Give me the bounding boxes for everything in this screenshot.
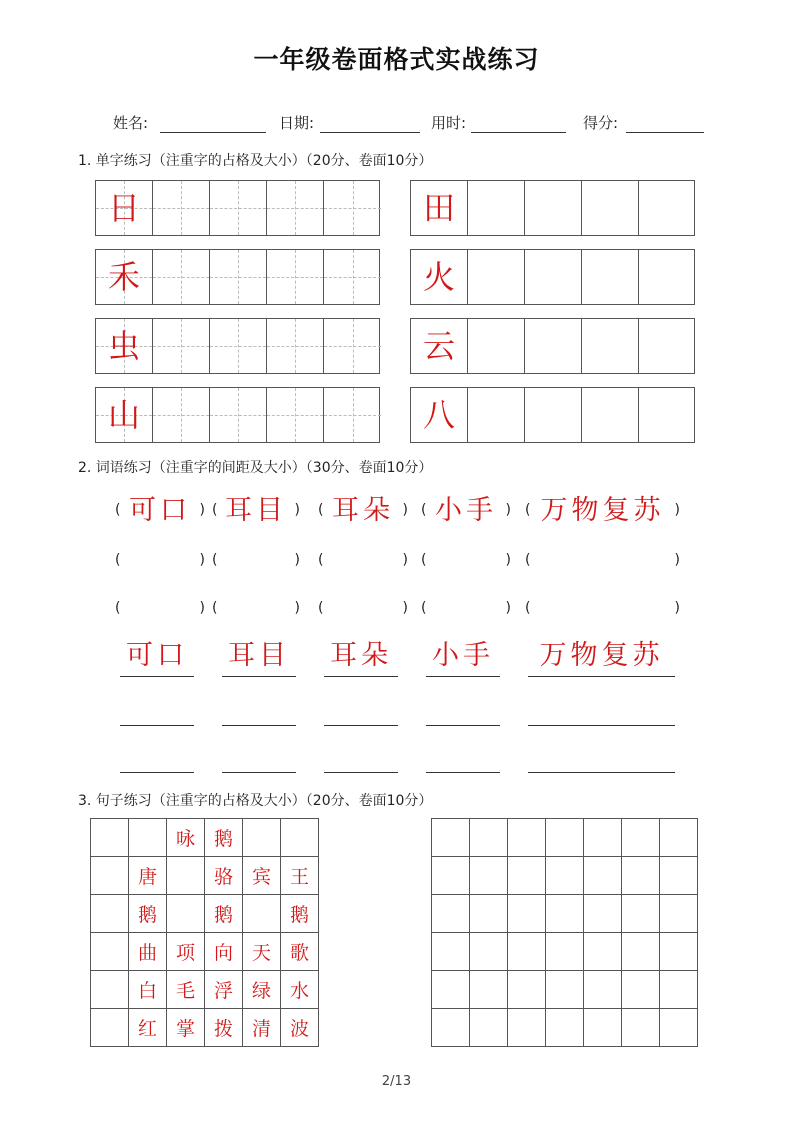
writing-cell[interactable] [584,1009,622,1047]
underline [426,676,500,677]
grid-cell: 掌 [167,1009,205,1047]
writing-cell[interactable] [153,388,210,442]
writing-cell[interactable] [508,895,546,933]
left-paren: ( [212,502,218,518]
square-grid-row [410,318,695,374]
writing-cell[interactable] [639,181,696,235]
tian-grid-row [95,249,380,305]
grid-cell: 波 [281,1009,319,1047]
left-paren: ( [318,552,324,568]
writing-cell[interactable] [622,857,660,895]
writing-cell[interactable] [639,250,696,304]
writing-cell[interactable] [584,895,622,933]
paren-blank[interactable] [115,542,205,582]
writing-cell[interactable] [660,819,698,857]
model-char: 禾 [107,258,140,296]
paren-blank[interactable] [212,542,300,582]
model-char: 田 [422,189,455,227]
model-word: 耳目 [225,495,287,526]
writing-cell[interactable] [622,971,660,1009]
paren-group [525,492,680,532]
writing-cell[interactable] [468,250,525,304]
tian-grid-row [95,180,380,236]
model-word: 万物复苏 [540,495,665,526]
page-title: 一年级卷面格式实战练习 [253,45,540,74]
grid-cell [129,819,167,857]
grid-cell: 拨 [205,1009,243,1047]
writing-cell[interactable] [508,857,546,895]
model-word: 小手 [435,495,497,526]
writing-cell[interactable] [660,895,698,933]
right-paren: ) [674,502,680,518]
writing-cell[interactable] [639,319,696,373]
writing-cell[interactable] [432,819,470,857]
model-char: 云 [422,327,455,365]
writing-cell[interactable] [267,388,324,442]
writing-cell[interactable] [210,250,267,304]
writing-cell[interactable] [660,933,698,971]
model-char: 虫 [107,327,140,365]
writing-cell[interactable] [210,388,267,442]
writing-cell[interactable] [525,181,582,235]
model-char: 日 [107,189,140,227]
writing-cell[interactable] [546,1009,584,1047]
writing-cell[interactable] [508,819,546,857]
writing-cell[interactable] [660,1009,698,1047]
name-label: 姓名: [113,114,149,132]
writing-cell[interactable] [468,319,525,373]
paren-row-model [110,492,685,532]
writing-cell[interactable] [432,933,470,971]
grid-cell: 鹅 [281,895,319,933]
writing-cell[interactable] [470,857,508,895]
section3-title: 3. 句子练习（注重字的占格及大小）（20分、卷面10分） [78,793,433,809]
name-field[interactable] [160,131,266,133]
paren-blank[interactable] [318,542,408,582]
right-paren: ) [294,552,300,568]
paren-blank[interactable] [115,590,205,630]
left-paren: ( [115,552,121,568]
writing-cell[interactable] [582,181,639,235]
time-field[interactable] [471,131,566,133]
grid-cell: 红 [129,1009,167,1047]
writing-cell[interactable] [210,181,267,235]
grid-cell: 歌 [281,933,319,971]
sentence-practice-grid [431,818,698,1047]
underline-model-word: 小手 [432,640,494,671]
paren-group [318,492,408,532]
left-paren: ( [318,600,324,616]
right-paren: ) [402,502,408,518]
paren-blank[interactable] [525,590,680,630]
grid-cell [243,819,281,857]
writing-cell[interactable] [584,819,622,857]
paren-group [421,492,511,532]
paren-row-blank [110,542,685,582]
grid-cell [91,857,129,895]
writing-cell[interactable] [508,971,546,1009]
writing-cell[interactable] [525,388,582,442]
writing-underline[interactable] [120,725,194,726]
grid-cell [91,895,129,933]
grid-cell [91,819,129,857]
writing-cell[interactable] [267,250,324,304]
writing-underline[interactable] [426,772,500,773]
date-field[interactable] [320,131,420,133]
right-paren: ) [674,600,680,616]
left-paren: ( [421,502,427,518]
model-word: 可口 [129,495,191,526]
paren-blank[interactable] [212,590,300,630]
model-char: 山 [107,396,140,434]
grid-cell: 白 [129,971,167,1009]
tian-grid-row [95,387,380,443]
writing-cell[interactable] [525,319,582,373]
writing-cell[interactable] [470,895,508,933]
right-paren: ) [199,552,205,568]
left-paren: ( [212,552,218,568]
writing-cell[interactable] [546,971,584,1009]
left-paren: ( [115,502,121,518]
grid-cell [91,933,129,971]
grid-cell: 曲 [129,933,167,971]
paren-row-blank [110,590,685,630]
grid-cell: 宾 [243,857,281,895]
writing-cell[interactable] [153,181,210,235]
right-paren: ) [402,600,408,616]
writing-underline[interactable] [120,772,194,773]
square-grid-row [410,387,695,443]
grid-cell [281,819,319,857]
writing-cell[interactable] [432,1009,470,1047]
left-paren: ( [421,600,427,616]
paren-group [115,492,205,532]
right-paren: ) [505,600,511,616]
left-paren: ( [212,600,218,616]
model-char: 八 [422,396,455,434]
sentence-model-grid [90,818,319,1047]
writing-cell[interactable] [470,1009,508,1047]
writing-cell[interactable] [582,388,639,442]
writing-underline[interactable] [222,725,296,726]
writing-cell[interactable] [432,895,470,933]
left-paren: ( [318,502,324,518]
writing-cell[interactable] [432,857,470,895]
writing-cell[interactable] [546,933,584,971]
writing-cell[interactable] [470,971,508,1009]
grid-cell [91,971,129,1009]
writing-cell[interactable] [468,181,525,235]
square-grid-row [410,249,695,305]
underline-model-word: 可口 [126,640,188,671]
page-number: 2/13 [381,1074,412,1089]
writing-cell[interactable] [546,895,584,933]
paren-group [212,492,300,532]
writing-cell[interactable] [153,319,210,373]
right-paren: ) [294,502,300,518]
paren-blank[interactable] [421,590,511,630]
underline-model-word: 耳目 [228,640,290,671]
left-paren: ( [525,552,531,568]
grid-cell: 毛 [167,971,205,1009]
underline [324,676,398,677]
left-paren: ( [115,600,121,616]
underline-model-word: 万物复苏 [539,640,664,671]
right-paren: ) [199,600,205,616]
underline-model-word: 耳朵 [330,640,392,671]
grid-cell [91,1009,129,1047]
model-char: 火 [422,258,455,296]
paren-blank[interactable] [318,590,408,630]
right-paren: ) [505,552,511,568]
writing-cell[interactable] [582,319,639,373]
date-label: 日期: [279,114,315,132]
writing-underline[interactable] [528,725,675,726]
writing-cell[interactable] [584,933,622,971]
grid-cell: 绿 [243,971,281,1009]
grid-cell: 浮 [205,971,243,1009]
score-label: 得分: [583,114,619,132]
writing-underline[interactable] [528,772,675,773]
right-paren: ) [294,600,300,616]
writing-cell[interactable] [324,319,381,373]
writing-cell[interactable] [267,319,324,373]
writing-cell[interactable] [267,181,324,235]
writing-cell[interactable] [508,933,546,971]
grid-cell [167,857,205,895]
left-paren: ( [525,600,531,616]
underline [528,676,675,677]
grid-cell: 向 [205,933,243,971]
writing-underline[interactable] [324,725,398,726]
grid-cell: 鹅 [205,819,243,857]
writing-cell[interactable] [639,388,696,442]
writing-cell[interactable] [468,388,525,442]
writing-cell[interactable] [582,250,639,304]
writing-cell[interactable] [324,181,381,235]
right-paren: ) [505,502,511,518]
writing-cell[interactable] [324,250,381,304]
right-paren: ) [402,552,408,568]
grid-cell: 骆 [205,857,243,895]
writing-cell[interactable] [508,1009,546,1047]
model-word: 耳朵 [332,495,394,526]
square-grid-row [410,180,695,236]
section2-title: 2. 词语练习（注重字的间距及大小）（30分、卷面10分） [78,460,433,476]
left-paren: ( [421,552,427,568]
writing-cell[interactable] [470,819,508,857]
time-label: 用时: [431,114,467,132]
grid-cell: 鹅 [129,895,167,933]
underline [222,676,296,677]
writing-cell[interactable] [525,250,582,304]
writing-cell[interactable] [470,933,508,971]
grid-cell: 唐 [129,857,167,895]
grid-cell: 鹅 [205,895,243,933]
grid-cell: 清 [243,1009,281,1047]
writing-cell[interactable] [660,971,698,1009]
section1-title: 1. 单字练习（注重字的占格及大小）（20分、卷面10分） [78,153,433,169]
writing-cell[interactable] [584,857,622,895]
writing-cell[interactable] [622,1009,660,1047]
grid-cell: 项 [167,933,205,971]
writing-cell[interactable] [546,857,584,895]
writing-cell[interactable] [622,819,660,857]
grid-cell: 王 [281,857,319,895]
left-paren: ( [525,502,531,518]
paren-blank[interactable] [525,542,680,582]
paren-blank[interactable] [421,542,511,582]
writing-cell[interactable] [210,319,267,373]
writing-underline[interactable] [426,725,500,726]
writing-cell[interactable] [622,895,660,933]
tian-grid-row [95,318,380,374]
writing-cell[interactable] [153,250,210,304]
grid-cell: 水 [281,971,319,1009]
writing-cell[interactable] [660,857,698,895]
writing-cell[interactable] [584,971,622,1009]
score-field[interactable] [626,131,704,133]
grid-cell: 咏 [167,819,205,857]
grid-cell [243,895,281,933]
writing-cell[interactable] [324,388,381,442]
writing-cell[interactable] [432,971,470,1009]
right-paren: ) [674,552,680,568]
writing-cell[interactable] [622,933,660,971]
grid-cell: 天 [243,933,281,971]
right-paren: ) [199,502,205,518]
writing-underline[interactable] [222,772,296,773]
grid-cell [167,895,205,933]
writing-cell[interactable] [546,819,584,857]
writing-underline[interactable] [324,772,398,773]
underline [120,676,194,677]
